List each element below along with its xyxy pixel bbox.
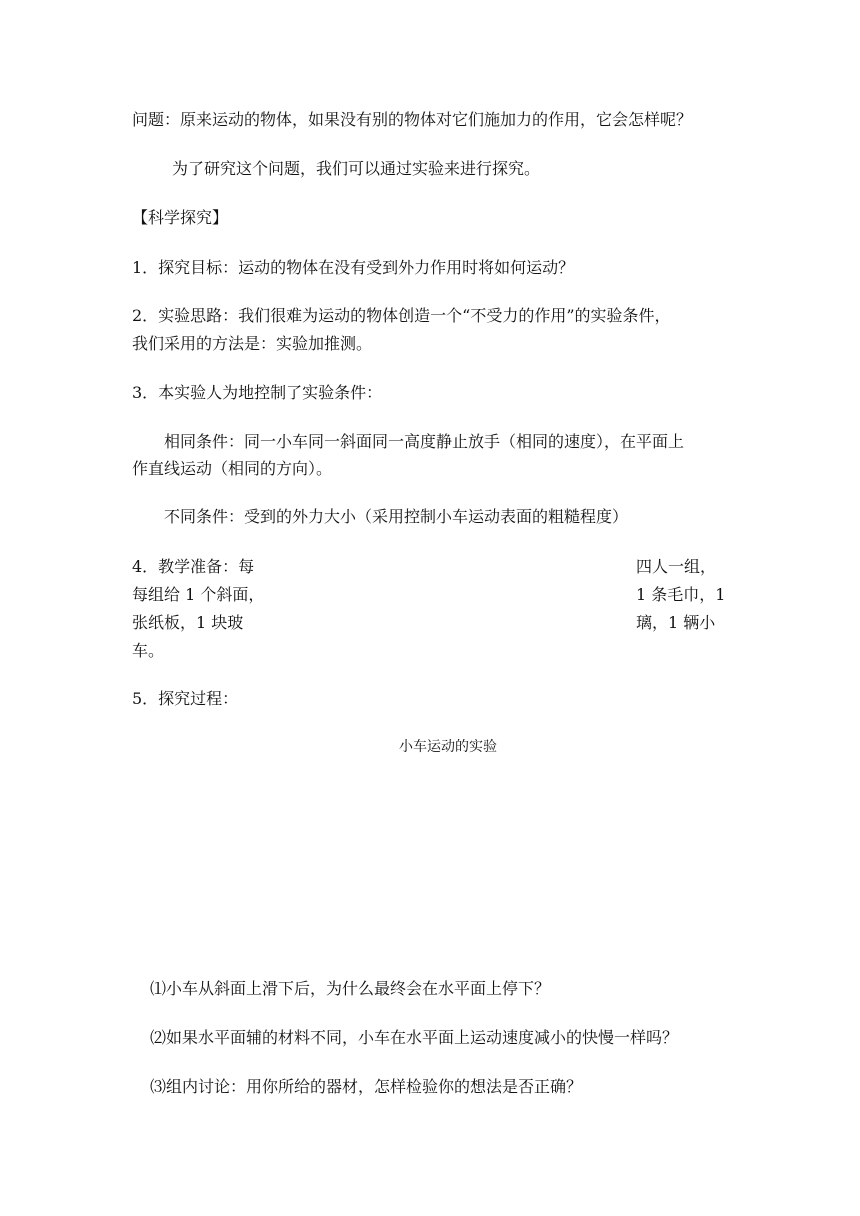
item-4-left-line-2: 每组给 1 个斜面， <box>132 585 265 604</box>
question-1: ⑴小车从斜面上滑下后，为什么最终会在水平面上停下？ <box>150 979 551 998</box>
intro-text: 为了研究这个问题，我们可以通过实验来进行探究。 <box>172 159 541 178</box>
item-4-left-line-3: 张纸板，1 块玻 <box>132 613 244 632</box>
item-4-right-line-1: 四人一组， <box>636 557 717 576</box>
figure-area <box>132 765 732 955</box>
question-2: ⑵如果水平面辅的材料不同，小车在水平面上运动速度减小的快慢一样吗？ <box>150 1028 679 1047</box>
item-3: 3．本实验人为地控制了实验条件： <box>132 383 383 402</box>
item-2-line-2: 我们采用的方法是：实验加推测。 <box>132 334 373 353</box>
same-condition-line-1: 相同条件：同一小车同一斜面同一高度静止放手（相同的速度），在平面上 <box>164 432 685 451</box>
section-title: 【科学探究】 <box>132 208 229 227</box>
item-1: 1．探究目标：运动的物体在没有受到外力作用时将如何运动？ <box>132 258 575 277</box>
figure-caption: 小车运动的实验 <box>399 739 497 755</box>
question-3: ⑶组内讨论：用你所给的器材，怎样检验你的想法是否正确？ <box>150 1077 583 1096</box>
item-4-right-line-3: 璃，1 辆小 <box>636 613 716 632</box>
item-4-right-line-2: 1 条毛巾，1 <box>636 585 726 604</box>
question-text: 问题：原来运动的物体，如果没有别的物体对它们施加力的作用，它会怎样呢？ <box>132 110 693 129</box>
item-4-left-line-4: 车。 <box>132 641 165 660</box>
item-5: 5．探究过程： <box>132 689 239 708</box>
different-condition: 不同条件：受到的外力大小（采用控制小车运动表面的粗糙程度） <box>164 507 629 526</box>
same-condition-line-2: 作直线运动（相同的方向）。 <box>132 459 333 478</box>
item-4-left-line-1: 4．教学准备：每 <box>132 557 255 576</box>
item-2-line-1: 2．实验思路：我们很难为运动的物体创造一个“不受力的作用”的实验条件， <box>132 306 671 325</box>
